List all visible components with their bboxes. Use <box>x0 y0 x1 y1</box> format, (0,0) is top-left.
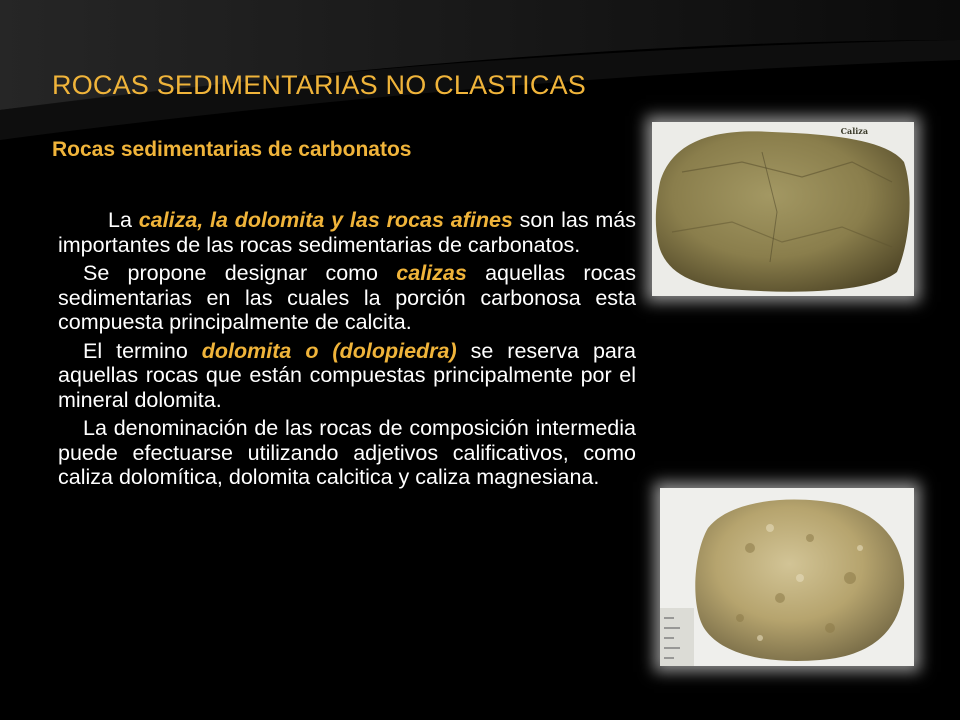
paragraph-1-highlight: caliza, la dolomita y las rocas afines <box>138 208 513 232</box>
slide-subtitle: Rocas sedimentarias de carbonatos <box>52 138 412 161</box>
dolomite-photo <box>660 488 914 666</box>
limestone-rock-illustration <box>652 122 914 296</box>
paragraph-1-post: son las más importantes de las rocas sedimentarias de carbonatos. <box>58 208 637 257</box>
paragraph-3-post: se reserva para aquellas rocas que están compuestas principalmente por el mineral dolomita. <box>58 338 636 412</box>
limestone-photo <box>652 122 914 296</box>
paragraph-3 <box>58 339 636 413</box>
limestone-label: Caliza <box>840 126 868 136</box>
slide-title: ROCAS SEDIMENTARIAS NO CLASTICAS <box>52 70 586 100</box>
dolomite-rock-illustration <box>660 488 914 666</box>
paragraph-1-pre: La <box>108 208 139 232</box>
paragraph-1 <box>58 208 636 257</box>
paragraph-3-pre: El termino <box>83 338 202 363</box>
paragraph-2-pre: Se propone designar como <box>83 261 397 285</box>
paragraph-4 <box>58 416 636 490</box>
paragraph-2 <box>58 261 636 335</box>
paragraph-4-text: La denominación de las rocas de composición intermedia puede efectuarse utilizando adjetivos calificativos, como caliza dolomítica, dolomita calcitica y caliza magnesiana. <box>58 416 636 489</box>
slide-body <box>58 208 636 494</box>
paragraph-2-post: aquellas rocas sedimentarias en las cuales la porción carbonosa esta compuesta principalmente de calcita. <box>58 261 636 334</box>
paragraph-2-highlight: calizas <box>396 261 467 285</box>
paragraph-3-highlight: dolomita o (dolopiedra) <box>201 338 457 363</box>
